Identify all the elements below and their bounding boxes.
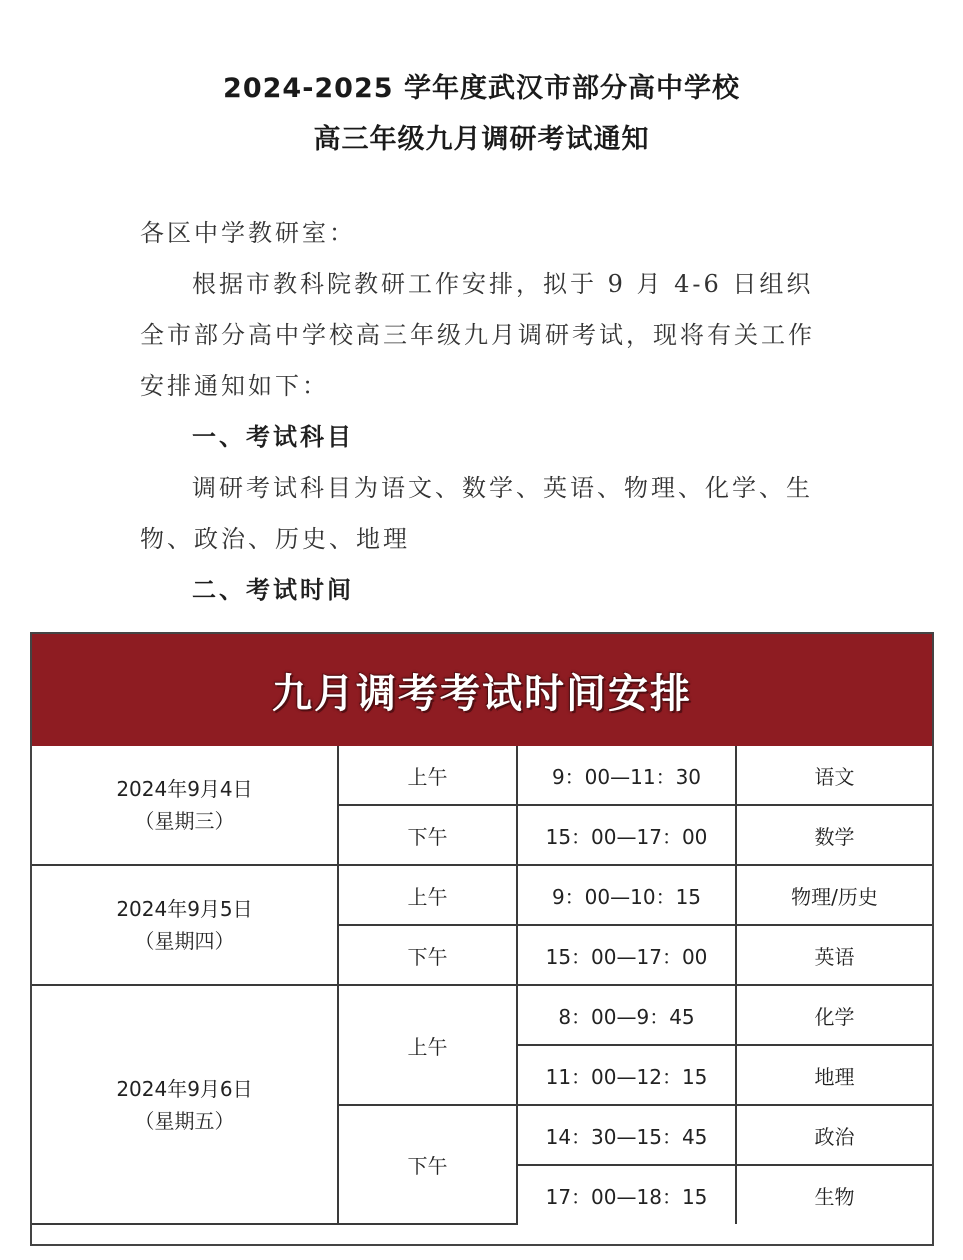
date-cell: [32, 746, 338, 865]
time-cell: 17：00—18：15: [517, 1165, 736, 1224]
schedule-table: [32, 746, 932, 1225]
notice-body: [140, 208, 820, 616]
notice-title-line1: 2024-2025 学年度武汉市部分高中学校: [223, 73, 740, 104]
exam-weekday: （星期三）: [134, 809, 235, 833]
period-cell: 上午: [338, 746, 517, 805]
notice-title-line2: 高三年级九月调研考试通知: [313, 124, 650, 155]
exam-weekday: （星期五）: [134, 1108, 235, 1133]
schedule-row: [32, 746, 932, 805]
period-cell: 下午: [338, 1105, 517, 1224]
period-cell: 上午: [338, 985, 517, 1105]
schedule-table-container: [30, 632, 934, 1246]
date-cell: [32, 865, 338, 985]
subject-cell: 物理/历史: [736, 865, 932, 925]
time-cell: 9：00—10：15: [517, 865, 736, 925]
period-cell: 下午: [338, 805, 517, 865]
date-cell: [32, 985, 338, 1224]
subject-cell: 政治: [736, 1105, 932, 1165]
section2-heading: 二、考试时间: [192, 576, 354, 604]
subject-cell: 生物: [736, 1165, 932, 1224]
salutation: 各区中学教研室：: [140, 219, 356, 247]
time-cell: 9：00—11：30: [517, 746, 736, 805]
section1-paragraph: 调研考试科目为语文、数学、英语、物理、化学、生物、政治、历史、地理: [140, 474, 813, 553]
schedule-banner-title: 九月调考考试时间安排: [272, 670, 692, 717]
exam-date: 2024年9月6日: [116, 1076, 253, 1101]
period-cell: 下午: [338, 925, 517, 985]
time-cell: 8：00—9：45: [517, 985, 736, 1045]
subject-cell: 语文: [736, 746, 932, 805]
time-cell: 14：30—15：45: [517, 1105, 736, 1165]
period-cell: 上午: [338, 865, 517, 925]
schedule-row: [32, 985, 932, 1045]
subject-cell: 英语: [736, 925, 932, 985]
time-cell: 15：00—17：00: [517, 925, 736, 985]
time-cell: 11：00—12：15: [517, 1045, 736, 1105]
subject-cell: 地理: [736, 1045, 932, 1105]
exam-weekday: （星期四）: [134, 929, 235, 953]
schedule-banner: [32, 634, 932, 746]
exam-date: 2024年9月5日: [116, 897, 253, 921]
subject-cell: 数学: [736, 805, 932, 865]
time-cell: 15：00—17：00: [517, 805, 736, 865]
section1-heading: 一、考试科目: [192, 423, 354, 451]
schedule-row: [32, 865, 932, 925]
exam-date: 2024年9月4日: [116, 777, 253, 801]
subject-cell: 化学: [736, 985, 932, 1045]
intro-paragraph: 根据市教科院教研工作安排，拟于 9 月 4-6 日组织全市部分高中学校高三年级九月调研考试，现将有关工作安排通知如下：: [140, 270, 815, 400]
